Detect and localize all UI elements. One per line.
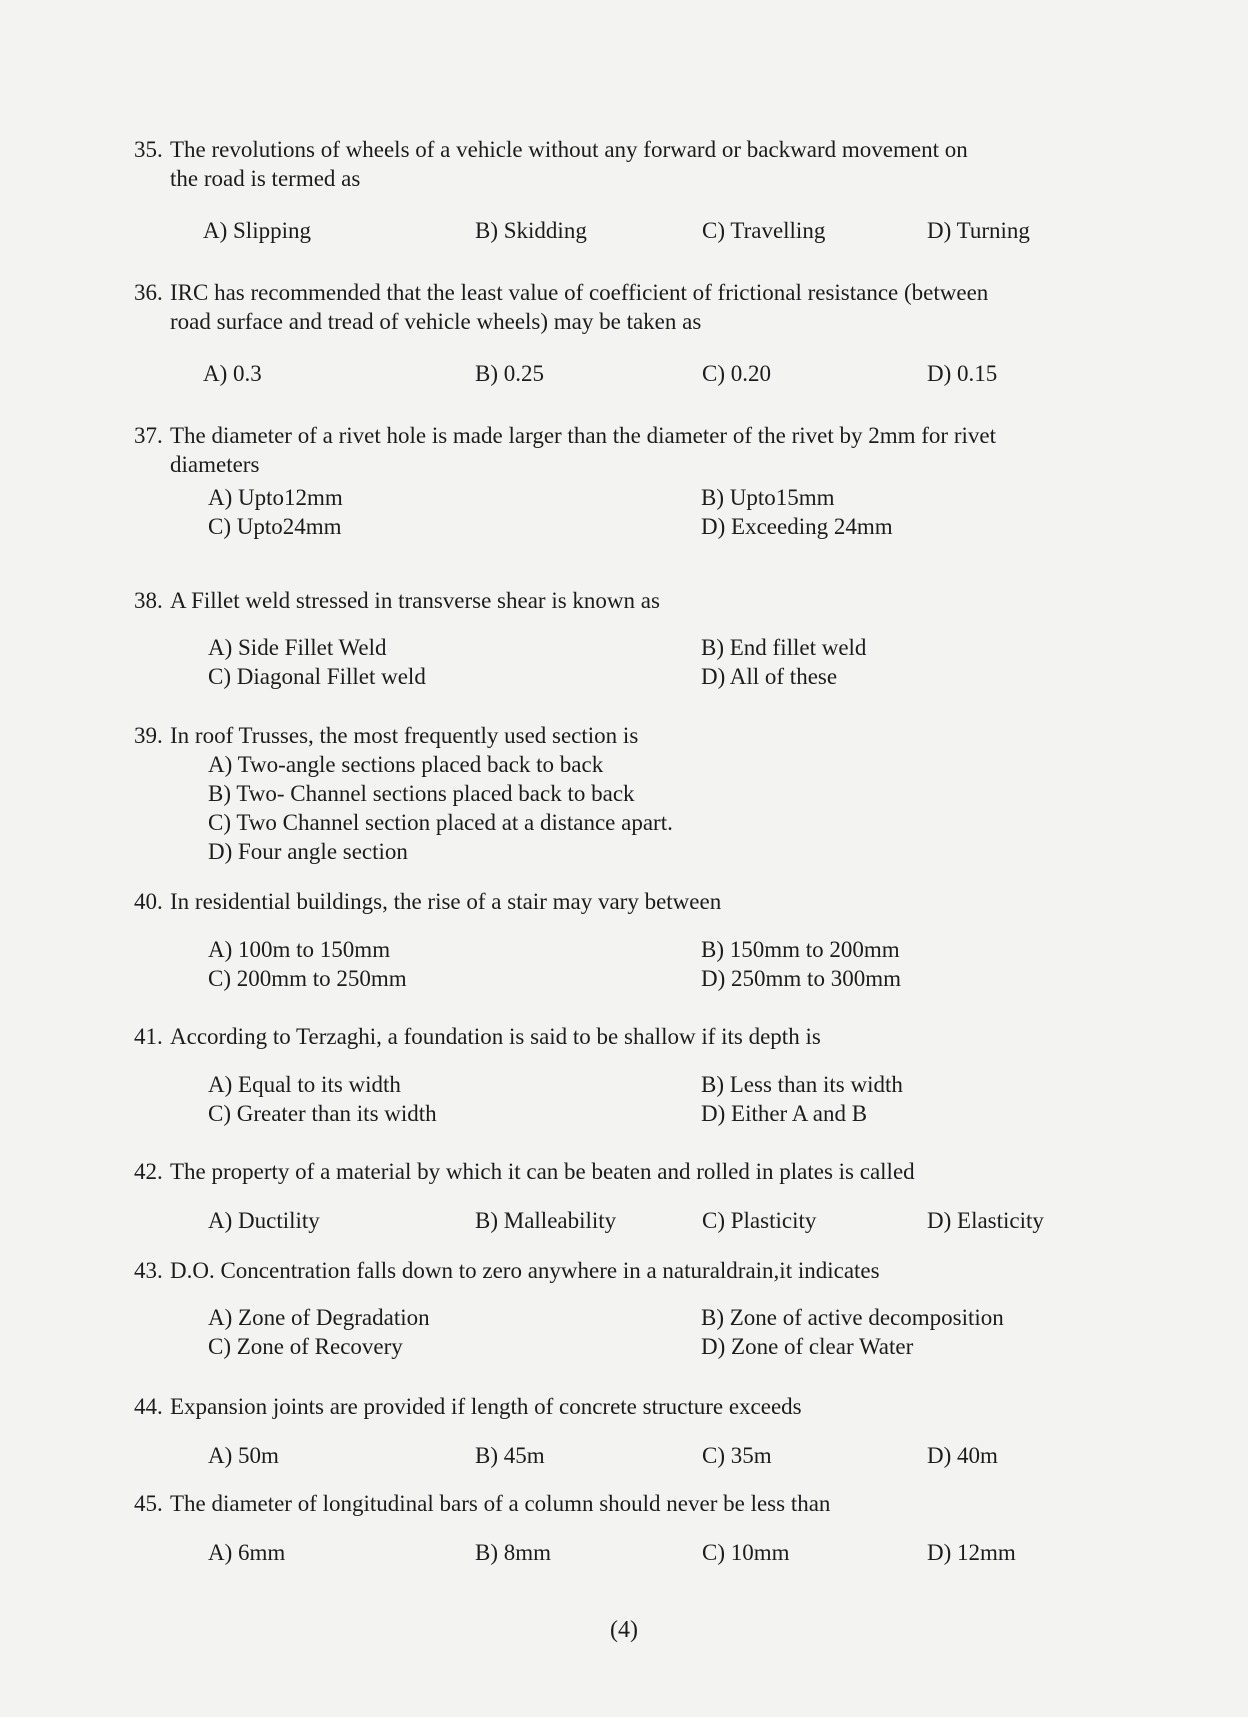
option-b: B) 150mm to 200mm: [701, 937, 900, 962]
options-list: [134, 750, 1094, 866]
option-d: D) 40m: [927, 1443, 998, 1468]
option-a: A) Equal to its width: [208, 1072, 401, 1097]
option-c: C) 35m: [702, 1443, 772, 1468]
option-a: A) 6mm: [208, 1540, 286, 1565]
options-row: [134, 935, 1094, 964]
option-b: B) Zone of active decomposition: [701, 1305, 1004, 1330]
option-c: C) Greater than its width: [208, 1101, 437, 1126]
question-45: [134, 1489, 1094, 1567]
option-a: A) 50m: [208, 1443, 279, 1468]
option-c: C) 0.20: [702, 361, 771, 386]
question-stem: 41. According to Terzaghi, a foundation is said to be shallow if its depth is: [134, 1024, 821, 1049]
option-d: D) 250mm to 300mm: [701, 966, 901, 991]
option-c: C) 200mm to 250mm: [208, 966, 407, 991]
question-stem: 43. D.O. Concentration falls down to zero anywhere in a naturaldrain,it indicates: [134, 1258, 880, 1283]
question-stem: 35. The revolutions of wheels of a vehicle without any forward or backward movement on the road is termed as: [134, 137, 968, 191]
options-row: [134, 1070, 1094, 1099]
question-stem: 44. Expansion joints are provided if length of concrete structure exceeds: [134, 1394, 802, 1419]
option-a: A) Slipping: [203, 218, 311, 243]
option-b: B) 45m: [475, 1443, 545, 1468]
question-39: [134, 721, 1094, 866]
option-d: D) Elasticity: [927, 1208, 1044, 1233]
option-a: A) 0.3: [203, 361, 262, 386]
question-stem: 38. A Fillet weld stressed in transverse shear is known as: [134, 588, 660, 613]
options-row: [134, 964, 1094, 993]
option-a: A) 100m to 150mm: [208, 937, 391, 962]
options-row: [134, 1099, 1094, 1128]
option-b: B) Two- Channel sections placed back to back: [208, 781, 635, 806]
option-c: C) 10mm: [702, 1540, 790, 1565]
option-b: B) 0.25: [475, 361, 544, 386]
option-d: D) Four angle section: [208, 839, 408, 864]
options-row: [134, 1538, 1094, 1567]
question-42: [134, 1157, 1094, 1235]
question-38: [134, 586, 1094, 691]
option-b: B) Skidding: [475, 218, 587, 243]
question-44: [134, 1392, 1094, 1470]
question-36: [134, 278, 1094, 388]
options-row: [134, 1441, 1094, 1470]
options-row: [134, 512, 1094, 541]
option-b: B) Upto15mm: [701, 485, 835, 510]
option-d: D) 0.15: [927, 361, 998, 386]
question-stem: 40. In residential buildings, the rise of a stair may vary between: [134, 889, 722, 914]
options-row: [134, 1332, 1094, 1361]
option-a: A) Upto12mm: [208, 485, 343, 510]
option-c: C) Upto24mm: [208, 514, 342, 539]
options-row: [134, 633, 1094, 662]
question-stem: 36. IRC has recommended that the least value of coefficient of frictional resistance (between road surface and tread of vehicle wheels) may be taken as: [134, 280, 989, 334]
option-b: B) Malleability: [475, 1208, 617, 1233]
option-c: C) Travelling: [702, 218, 826, 243]
options-row: [134, 662, 1094, 691]
question-37: [134, 421, 1094, 541]
question-stem: 37. The diameter of a rivet hole is made larger than the diameter of the rivet by 2mm for rivet diameters: [134, 423, 996, 477]
question-stem: 45. The diameter of longitudinal bars of a column should never be less than: [134, 1491, 831, 1516]
option-c: C) Zone of Recovery: [208, 1334, 403, 1359]
question-43: [134, 1256, 1094, 1361]
option-b: B) End fillet weld: [701, 635, 867, 660]
question-41: [134, 1022, 1094, 1128]
option-b: B) 8mm: [475, 1540, 552, 1565]
options-row: [134, 1303, 1094, 1332]
option-d: D) Either A and B: [701, 1101, 868, 1126]
options-row: [134, 216, 1094, 245]
option-d: D) All of these: [701, 664, 838, 689]
option-a: A) Two-angle sections placed back to back: [208, 752, 604, 777]
option-a: A) Ductility: [208, 1208, 320, 1233]
option-c: C) Two Channel section placed at a distance apart.: [208, 810, 673, 835]
option-c: C) Diagonal Fillet weld: [208, 664, 426, 689]
option-b: B) Less than its width: [701, 1072, 903, 1097]
option-c: C) Plasticity: [702, 1208, 817, 1233]
option-d: D) Zone of clear Water: [701, 1334, 914, 1359]
question-40: [134, 887, 1094, 993]
options-row: [134, 483, 1094, 512]
option-a: A) Zone of Degradation: [208, 1305, 430, 1330]
option-d: D) 12mm: [927, 1540, 1016, 1565]
options-row: [134, 1206, 1094, 1235]
question-stem: 42. The property of a material by which it can be beaten and rolled in plates is called: [134, 1159, 915, 1184]
question-stem: 39. In roof Trusses, the most frequently used section is: [134, 723, 639, 748]
options-row: [134, 359, 1094, 388]
option-d: D) Exceeding 24mm: [701, 514, 893, 539]
option-a: A) Side Fillet Weld: [208, 635, 387, 660]
question-35: [134, 135, 1094, 245]
page-number: (4): [610, 1617, 638, 1643]
option-d: D) Turning: [927, 218, 1030, 243]
